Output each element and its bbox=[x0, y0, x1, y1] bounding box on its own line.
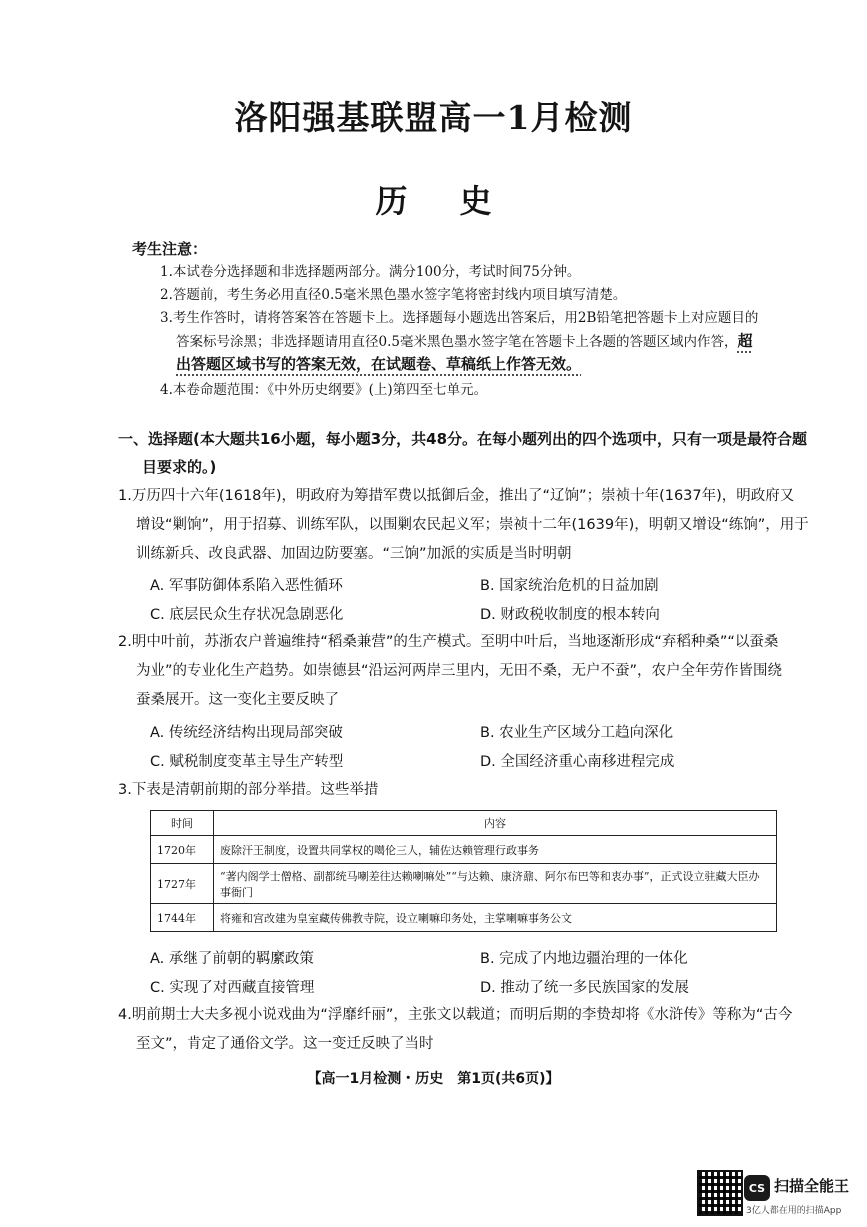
question-4-line: 4.明前期士大夫多视小说戏曲为“浮靡纤丽”，主张文以载道；而明后期的李贽却将《水浒传》等称为“古今 bbox=[118, 1007, 793, 1023]
section-heading-cont: 目要求的。) bbox=[142, 458, 217, 476]
notice-item: 4.本卷命题范围：《中外历史纲要》(上)第四至七单元。 bbox=[160, 382, 488, 398]
question-2-option-d: D. 全国经济重心南移进程完成 bbox=[480, 754, 675, 770]
table-cell-year: 1727年 bbox=[151, 864, 214, 904]
notice-item: 3.考生作答时，请将答案答在答题卡上。选择题每小题选出答案后，用2B铅笔把答题卡上对应题目的 bbox=[160, 310, 759, 326]
qr-code-icon bbox=[697, 1170, 743, 1216]
table-cell-year: 1720年 bbox=[151, 836, 214, 864]
table-cell-content: 废除汗王制度，设置共同掌权的噶伦三人，辅佐达赖管理行政事务 bbox=[214, 836, 777, 864]
table-row bbox=[151, 904, 777, 932]
notice-item: 2.答题前，考生务必用直径0.5毫米黑色墨水签字笔将密封线内项目填写清楚。 bbox=[160, 287, 627, 303]
table-row bbox=[151, 836, 777, 864]
question-3-option-b: B. 完成了内地边疆治理的一体化 bbox=[480, 951, 688, 967]
page-footer: 【高一1月检测・历史 第1页(共6页)】 bbox=[307, 1071, 560, 1087]
question-2-option-c: C. 赋税制度变革主导生产转型 bbox=[150, 754, 344, 770]
question-2-option-a: A. 传统经济结构出现局部突破 bbox=[150, 725, 343, 741]
notice-item: 答案标号涂黑；非选择题请用直径0.5毫米黑色墨水签字笔在答题卡上各题的答题区域内作答，超 bbox=[176, 332, 753, 350]
table-header-content: 内容 bbox=[214, 811, 777, 836]
scanner-tagline: 3亿人都在用的扫描App bbox=[746, 1206, 842, 1216]
question-1-option-a: A. 军事防御体系陷入恶性循环 bbox=[150, 578, 343, 594]
subject-char: 历 bbox=[375, 182, 408, 220]
exam-title: 洛阳强基联盟高一1月检测 bbox=[234, 98, 633, 137]
table-cell-content: “著内阁学士僧格、副都统马喇差往达赖喇嘛处”“与达赖、康济鼐、阿尔布巴等和衷办事”，正式设立驻藏大臣办事衙门 bbox=[214, 864, 777, 904]
question-1-option-b: B. 国家统治危机的日益加剧 bbox=[480, 578, 659, 594]
section-heading: 一、选择题(本大题共16小题，每小题3分，共48分。在每小题列出的四个选项中，只有一项是最符合题 bbox=[118, 430, 808, 448]
scanner-logo-icon: CS bbox=[744, 1175, 770, 1201]
question-1-line: 训练新兵、改良武器、加固边防要塞。“三饷”加派的实质是当时明朝 bbox=[136, 546, 572, 562]
question-2-line: 蚕桑展开。这一变化主要反映了 bbox=[136, 692, 339, 708]
question-2-option-b: B. 农业生产区域分工趋向深化 bbox=[480, 725, 674, 741]
notice-item bbox=[176, 354, 581, 375]
subject-title bbox=[0, 176, 867, 222]
question-1-option-d: D. 财政税收制度的根本转向 bbox=[480, 607, 660, 623]
notice-item: 1.本试卷分选择题和非选择题两部分。满分100分，考试时间75分钟。 bbox=[160, 264, 581, 280]
question-2-line: 2.明中叶前，苏浙农户普遍维持“稻桑兼营”的生产模式。至明中叶后，当地逐渐形成“弃稻种桑”“以蚕桑 bbox=[118, 634, 779, 650]
question-1-option-c: C. 底层民众生存状况急剧恶化 bbox=[150, 607, 344, 623]
scanner-app-name: 扫描全能王 bbox=[774, 1177, 850, 1195]
subject-char: 史 bbox=[459, 182, 492, 220]
question-1-line: 1.万历四十六年(1618年)，明政府为筹措军费以抵御后金，推出了“辽饷”；崇祯十年(1637年)，明政府又 bbox=[118, 488, 795, 504]
notice-emphasis: 超 bbox=[737, 332, 753, 350]
question-1-line: 增设“剿饷”，用于招募、训练军队，以围剿农民起义军；崇祯十二年(1639年)，明朝又增设“练饷”，用于 bbox=[136, 517, 809, 533]
measures-table bbox=[150, 810, 777, 932]
question-2-line: 为业”的专业化生产趋势。如崇德县“沿运河两岸三里内，无田不桑，无户不蚕”，农户全年劳作皆围绕 bbox=[136, 663, 783, 679]
question-4-line: 至文”，肯定了通俗文学。这一变迁反映了当时 bbox=[136, 1036, 434, 1052]
notice-emphasis: 出答题区域书写的答案无效，在试题卷、草稿纸上作答无效。 bbox=[176, 355, 582, 373]
question-3-option-d: D. 推动了统一多民族国家的发展 bbox=[480, 980, 689, 996]
question-3-option-c: C. 实现了对西藏直接管理 bbox=[150, 980, 315, 996]
question-3-option-a: A. 承继了前朝的羁縻政策 bbox=[150, 951, 314, 967]
table-cell-year: 1744年 bbox=[151, 904, 214, 932]
table-row bbox=[151, 864, 777, 904]
question-3-stem: 3.下表是清朝前期的部分举措。这些举措 bbox=[118, 782, 379, 798]
table-cell-content: 将雍和宫改建为皇室藏传佛教寺院，设立喇嘛印务处，主掌喇嘛事务公文 bbox=[214, 904, 777, 932]
notice-heading: 考生注意： bbox=[132, 240, 208, 258]
table-header-row bbox=[151, 811, 777, 836]
table-header-time: 时间 bbox=[151, 811, 214, 836]
